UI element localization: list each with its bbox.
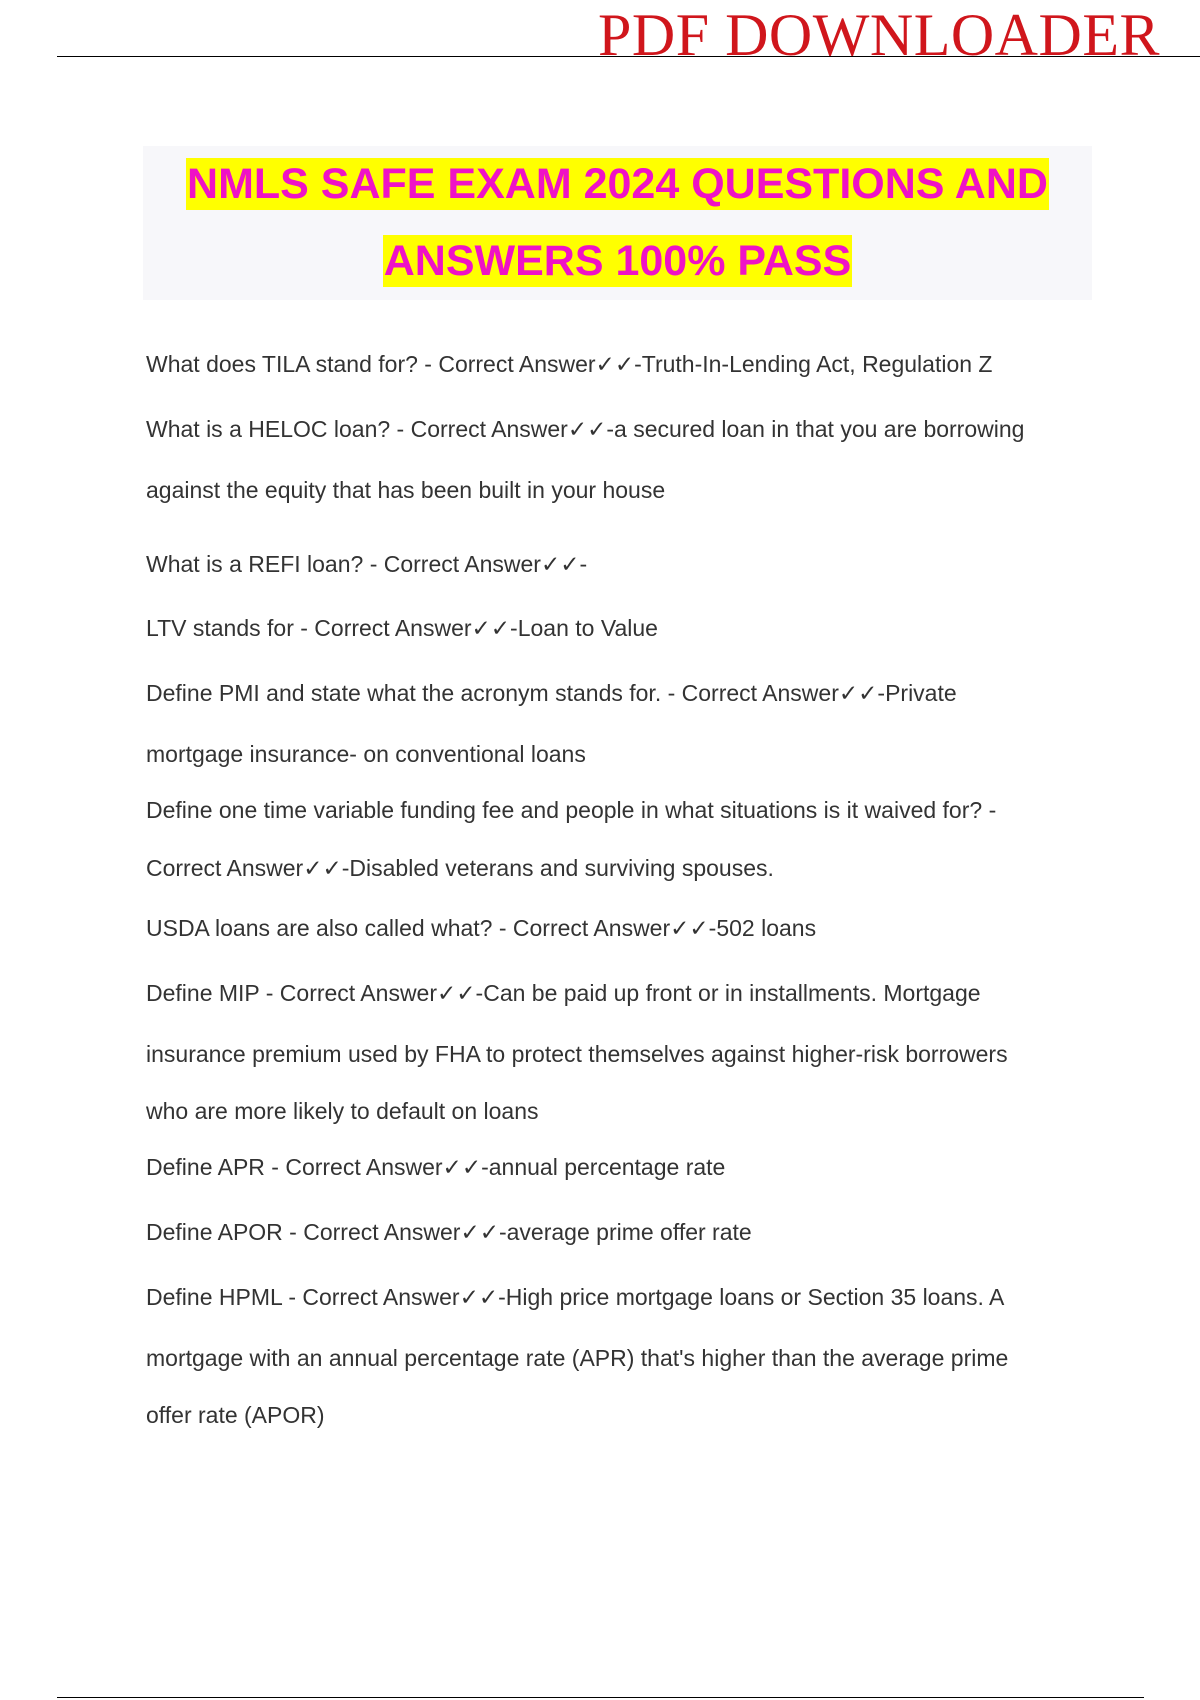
qa-text-line: LTV stands for - Correct Answer✓✓-Loan to Value [146,615,658,641]
qa-text-line: who are more likely to default on loans [146,1098,539,1124]
document-title-line-1 [143,146,1092,223]
document-title-box [143,146,1092,300]
qa-text-line: What does TILA stand for? - Correct Answer✓✓-Truth-In-Lending Act, Regulation Z [146,351,993,377]
qa-text-line: offer rate (APOR) [146,1402,325,1428]
qa-text-line: Define HPML - Correct Answer✓✓-High price mortgage loans or Section 35 loans. A [146,1284,1005,1310]
pdf-downloader-watermark: PDF DOWNLOADER [598,2,1160,68]
qa-text-line: What is a REFI loan? - Correct Answer✓✓- [146,551,588,577]
qa-text-line: Define APR - Correct Answer✓✓-annual percentage rate [146,1154,726,1180]
qa-text-line: Define MIP - Correct Answer✓✓-Can be paid up front or in installments. Mortgage [146,980,981,1006]
document-title-text-2: ANSWERS 100% PASS [383,237,852,285]
document-title-text-1: NMLS SAFE EXAM 2024 QUESTIONS AND [187,160,1048,208]
qa-text-line: mortgage with an annual percentage rate (APR) that's higher than the average prime [146,1345,1009,1371]
qa-text-line: Define PMI and state what the acronym stands for. - Correct Answer✓✓-Private [146,680,957,706]
qa-text-line: What is a HELOC loan? - Correct Answer✓✓-a secured loan in that you are borrowing [146,416,1025,442]
footer-rule [57,1697,1144,1698]
qa-text-line: insurance premium used by FHA to protect themselves against higher-risk borrowers [146,1041,1008,1067]
qa-text-line: Define one time variable funding fee and people in what situations is it waived for? - [146,797,997,823]
document-title-line-2 [143,223,1092,300]
qa-text-line: Correct Answer✓✓-Disabled veterans and surviving spouses. [146,855,774,881]
qa-text-line: Define APOR - Correct Answer✓✓-average prime offer rate [146,1219,752,1245]
qa-text-line: against the equity that has been built in your house [146,477,666,503]
qa-text-line: USDA loans are also called what? - Correct Answer✓✓-502 loans [146,915,817,941]
qa-text-line: mortgage insurance- on conventional loans [146,741,586,767]
